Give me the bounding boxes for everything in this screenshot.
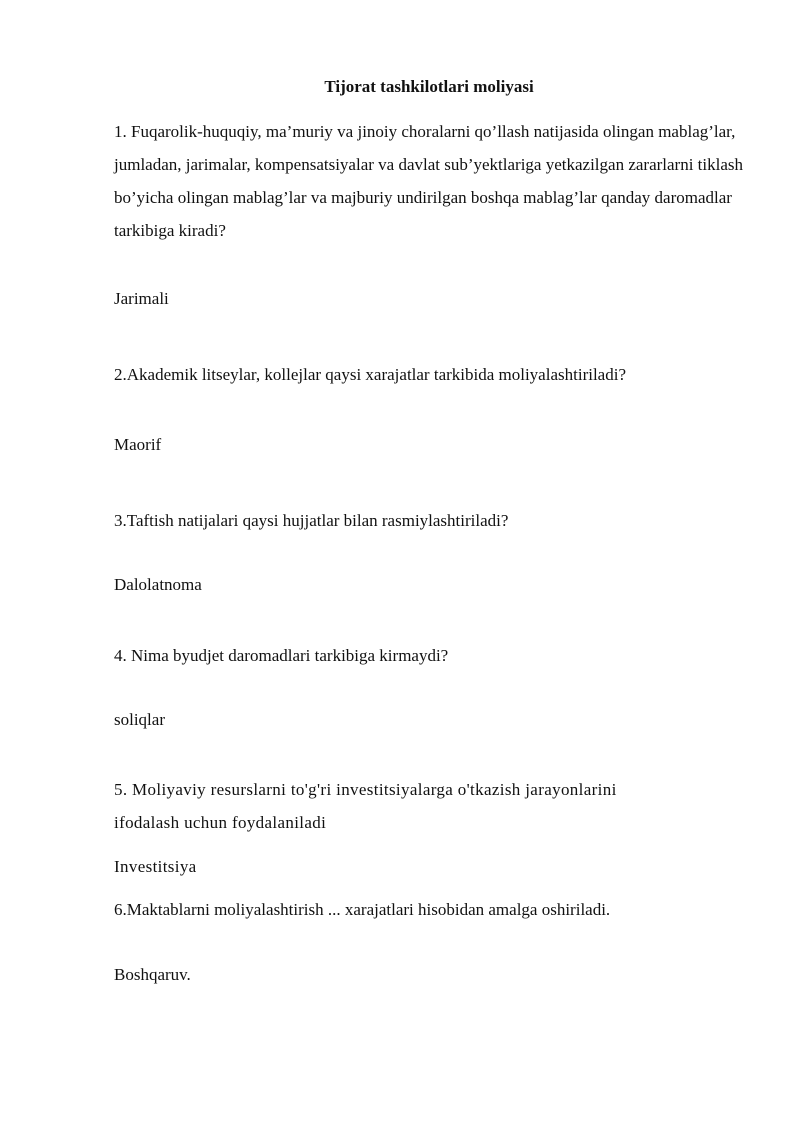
question-1: 1. Fuqarolik-huquqiy, ma’muriy va jinoiy choralarni qo’llash natijasida olingan mablag’lar, jumladan, jarimalar, kompensatsiyalar va davlat sub’yektlariga yetkazilgan zararlarni tiklash bo’yicha olingan mablag’lar va majburiy undirilgan boshqa mablag’lar qanday daromadlar tarkibiga kiradi? <box>114 122 744 240</box>
question-2: 2.Akademik litseylar, kollejlar qaysi xarajatlar tarkibida moliyalashtiriladi? <box>114 365 626 384</box>
question-5: 5. Moliyaviy resurslarni to'g'ri investitsiyalarga o'tkazish jarayonlarini ifodalash uchun foydalaniladi <box>114 780 617 832</box>
answer-1: Jarimali <box>114 289 169 308</box>
answer-5: Investitsiya <box>114 857 197 876</box>
answer-3: Dalolatnoma <box>114 575 202 594</box>
answer-6: Boshqaruv. <box>114 965 191 984</box>
page-title: Tijorat tashkilotlari moliyasi <box>324 77 534 96</box>
question-6: 6.Maktablarni moliyalashtirish ... xarajatlari hisobidan amalga oshiriladi. <box>114 900 611 919</box>
question-4: 4. Nima byudjet daromadlari tarkibiga kirmaydi? <box>114 646 449 665</box>
answer-2: Maorif <box>114 435 162 454</box>
answer-4: soliqlar <box>114 710 165 729</box>
question-3: 3.Taftish natijalari qaysi hujjatlar bilan rasmiylashtiriladi? <box>114 511 509 530</box>
